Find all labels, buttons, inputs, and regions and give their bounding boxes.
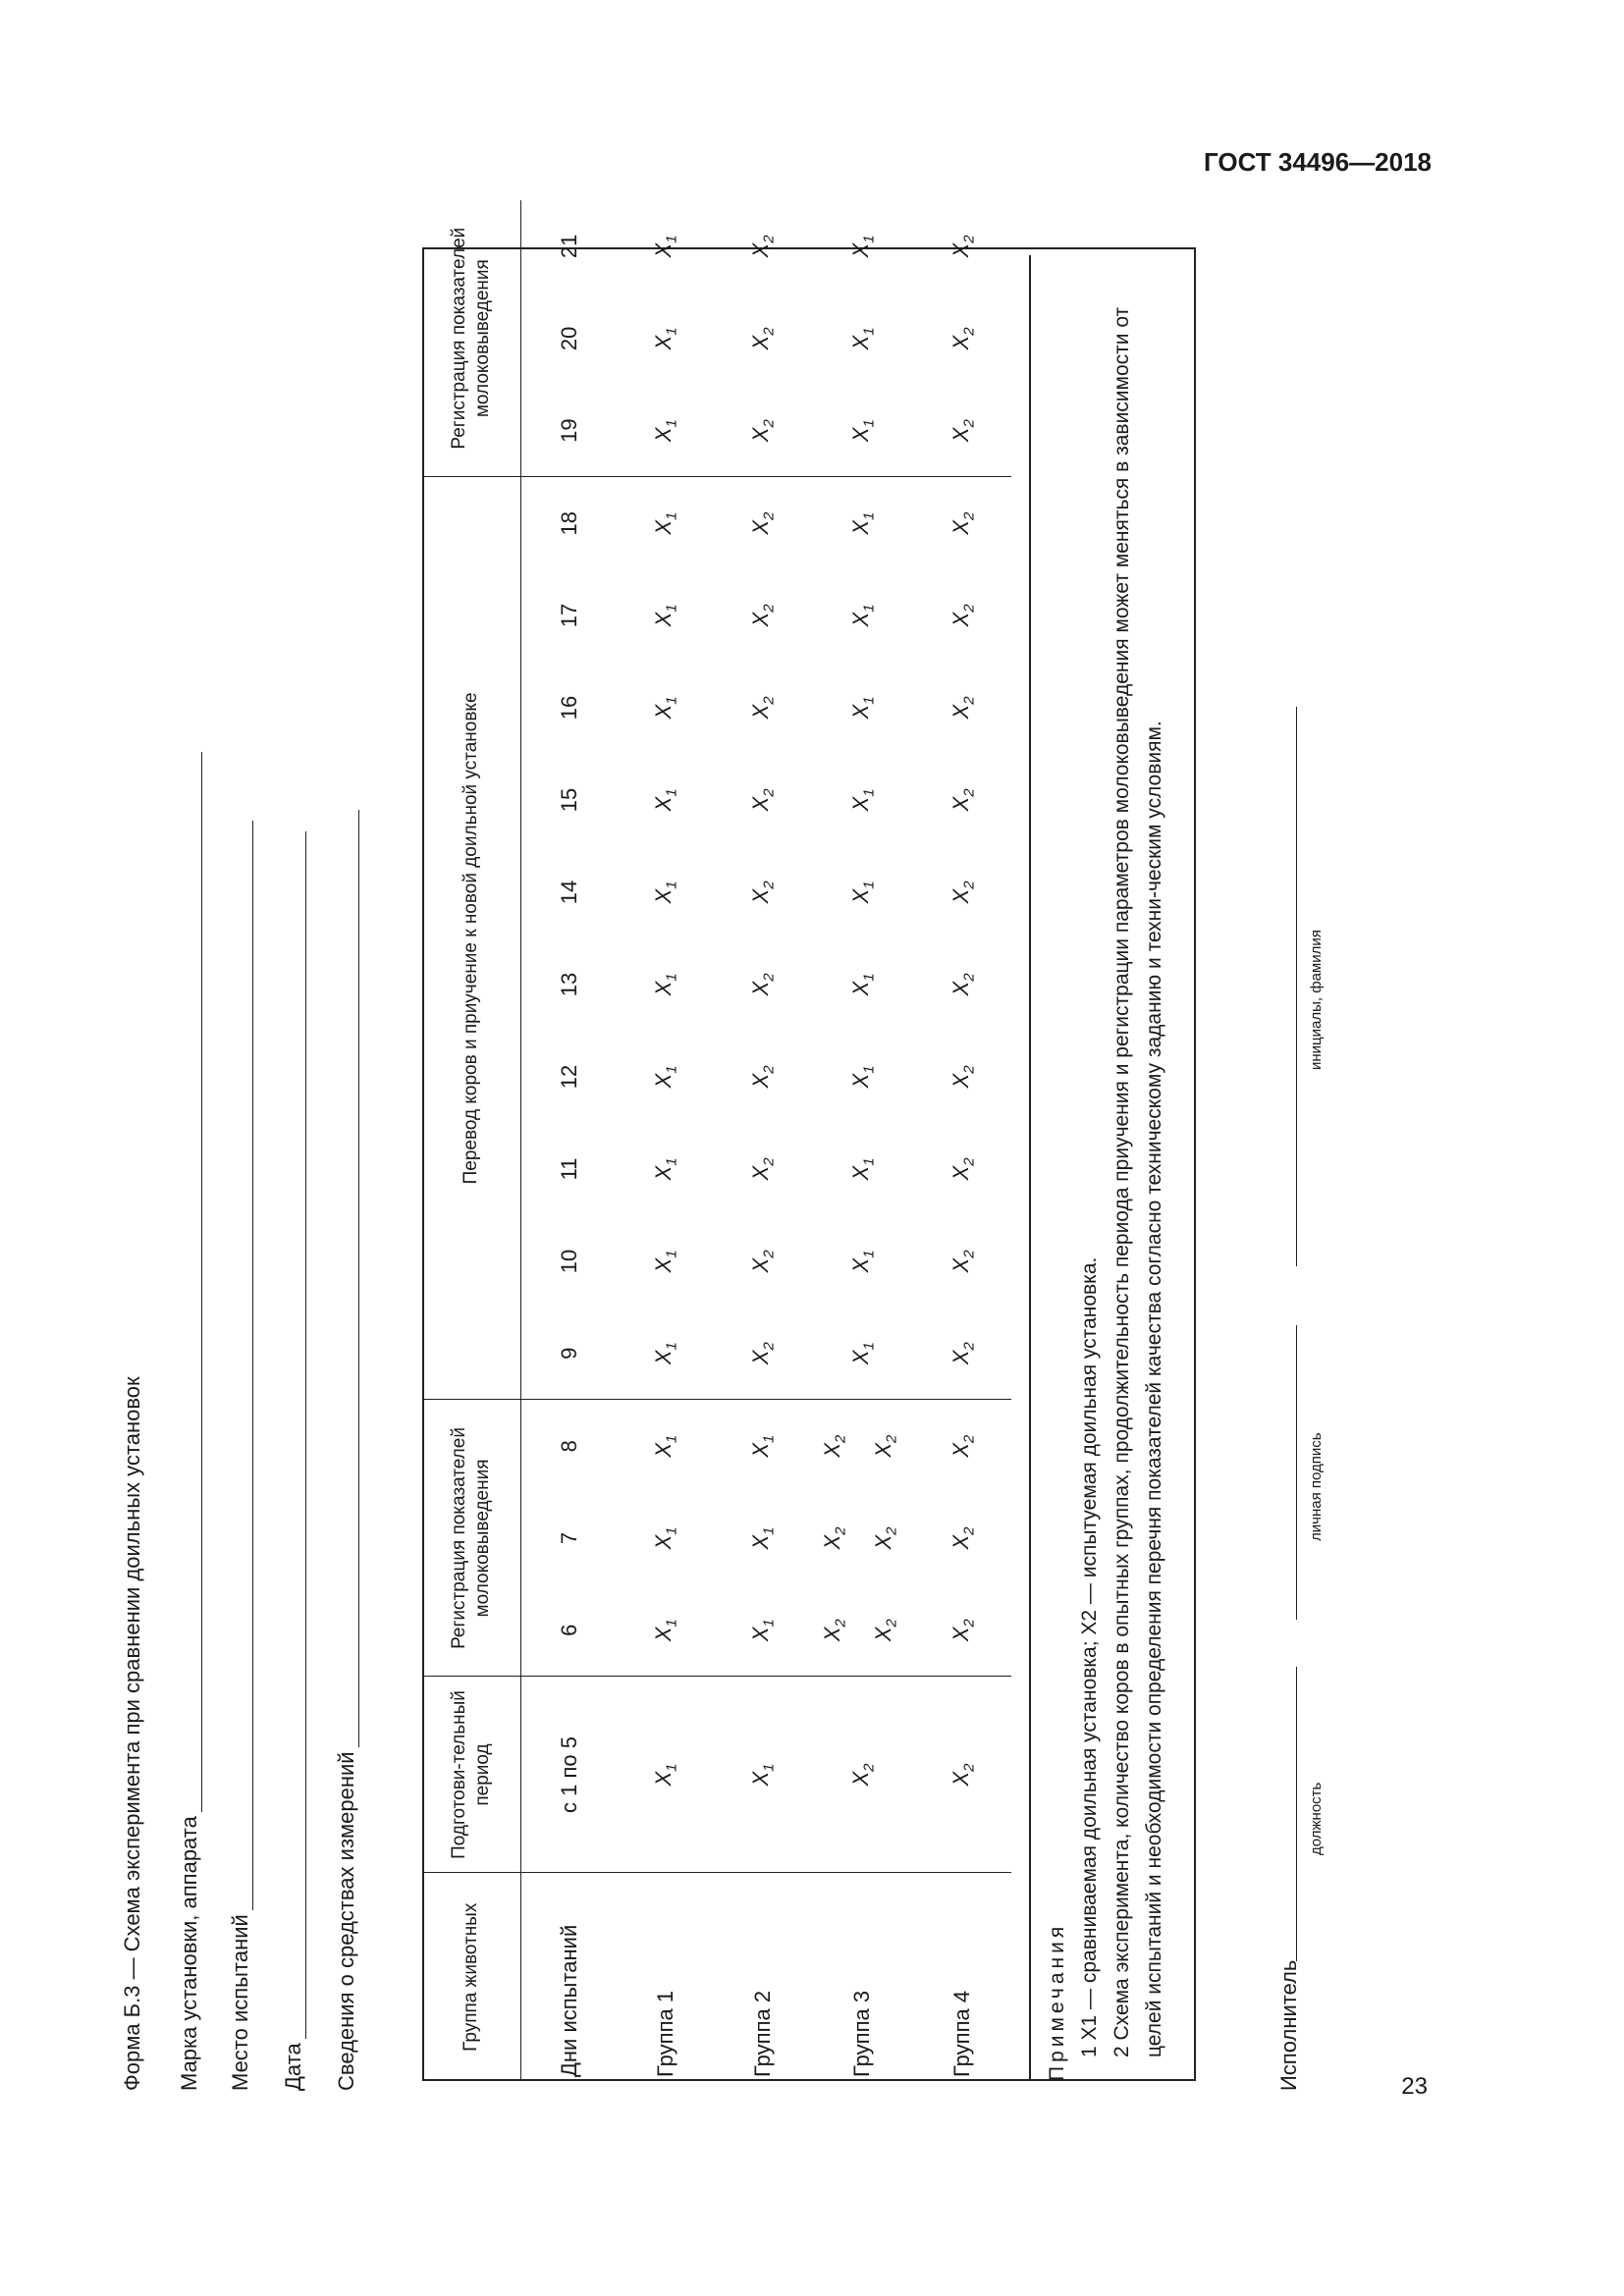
cell-x1: $X_1$ — [650, 1619, 680, 1642]
day-cell: 9 — [556, 1347, 581, 1360]
table-row — [714, 200, 811, 2081]
group-label: Группа 4 — [914, 1873, 1011, 2081]
signature-line-name — [1296, 707, 1297, 1266]
cell-x2: $X_2$ — [947, 327, 977, 350]
day-cell: 6 — [556, 1624, 581, 1636]
header-prep: Подготови-тельный период — [422, 1677, 521, 1873]
cell-x2: $X_2$ — [747, 235, 778, 258]
cell-x1: $X_1$ — [847, 696, 878, 720]
cell-x1: $X_1$ — [650, 788, 680, 812]
cell-x1: $X_1$ — [714, 1400, 811, 1492]
header-group: Группа животных — [422, 1873, 521, 2081]
day-cell: 18 — [521, 477, 618, 569]
table-row — [617, 200, 714, 2081]
cell-x2: $X_2$ — [914, 1677, 1011, 1873]
cell-x2-x2: $X_2$ $X_2$ — [811, 1400, 914, 1492]
header-registration-1: Регистрация показателей молоковыведения — [422, 1400, 521, 1677]
cell-x1: $X_1$ — [650, 1526, 680, 1550]
cell-x1: $X_1$ — [650, 419, 680, 443]
fill-line — [180, 752, 202, 1812]
cell-x1: $X_1$ — [847, 604, 878, 627]
field-place — [228, 821, 253, 2091]
cell-x1: $X_1$ — [847, 1157, 878, 1181]
cell-x2: $X_2$ — [811, 1677, 914, 1873]
field-brand — [177, 752, 202, 2091]
day-cell: 12 — [556, 1064, 581, 1090]
day-cell: 20 — [556, 326, 581, 351]
cell-x1: $X_1$ — [650, 696, 680, 720]
experiment-table — [422, 200, 1011, 2081]
cell-x1: $X_1$ — [650, 235, 680, 258]
cell-x1: $X_1$ — [847, 973, 878, 996]
cell-x2: $X_2$ — [947, 696, 977, 720]
cell-x1: $X_1$ — [650, 1157, 680, 1181]
cell-x1: $X_1$ — [650, 1342, 680, 1365]
field-instruments — [334, 810, 359, 2091]
cell-x2: $X_2$ — [747, 327, 778, 350]
note-1: 1 X1 — сравниваемая доильная установка; X2 — испытуемая доильная установка. — [1078, 1256, 1101, 2057]
cell-x2: $X_2$ — [747, 419, 778, 443]
cell-x1: $X_1$ — [617, 1400, 714, 1492]
cell-x1: $X_1$ — [617, 477, 714, 569]
cell-x1: $X_1$ — [811, 477, 914, 569]
caption-position: должность — [1308, 1782, 1325, 1855]
document-code: ГОСТ 34496—2018 — [1204, 147, 1432, 177]
cell-x2: $X_2$ — [747, 1342, 778, 1365]
day-cell: 11 — [556, 1157, 581, 1181]
page-number: 23 — [1401, 2073, 1428, 2100]
cell-x2: $X_2$ — [747, 1157, 778, 1181]
field-label: Дата — [281, 2043, 305, 2091]
group-label: Группа 2 — [714, 1873, 811, 2081]
cell-x2: $X_2$ — [947, 788, 977, 812]
cell-x2: $X_2$ — [914, 1400, 1011, 1492]
day-cell: 13 — [556, 972, 581, 997]
note-2: 2 Схема эксперимента, количество коров в опытных группах, продолжительность периода приучения и регистрации параметров молоковыведения может меняться в зависимости от целей испытаний и необходимости определения перечня показателей качества согласно техническому заданию и техни-ческим условиям. — [1110, 306, 1165, 2057]
day-cell: 21 — [556, 234, 581, 259]
signature-label: Исполнитель — [1276, 1959, 1301, 2091]
day-cell: 7 — [556, 1531, 581, 1545]
cell-x2: $X_2$ — [947, 1250, 977, 1273]
day-cell: 19 — [556, 418, 581, 443]
cell-x2: $X_2$ — [947, 1342, 977, 1365]
day-cell: 17 — [556, 603, 581, 628]
cell-x2: $X_2$ — [747, 1250, 778, 1273]
cell-x2: $X_2$ — [747, 788, 778, 812]
cell-x2: $X_2$ — [947, 1065, 977, 1089]
field-label: Место испытаний — [228, 1914, 252, 2091]
table-row — [811, 200, 914, 2081]
fill-line — [337, 810, 359, 1747]
header-registration-2: Регистрация показателей молоковыведения — [422, 200, 521, 477]
cell-x1: $X_1$ — [847, 1065, 878, 1089]
cell-x1: $X_1$ — [650, 1065, 680, 1089]
cell-x1: $X_1$ — [650, 1250, 680, 1273]
table-row — [914, 200, 1011, 2081]
cell-x2: $X_2$ — [747, 973, 778, 996]
form-title: Форма Б.3 — Схема эксперимента при сравнении доильных установок — [120, 1376, 144, 2091]
cell-x1: $X_1$ — [847, 1250, 878, 1273]
days-row — [521, 200, 618, 2081]
table-notes — [1029, 255, 1170, 2081]
day-cell: 15 — [556, 787, 581, 813]
cell-x2-x2: $X_2$ $X_2$ — [820, 1526, 900, 1550]
cell-x1: $X_1$ — [650, 604, 680, 627]
cell-x2: $X_2$ — [747, 604, 778, 627]
cell-x2: $X_2$ — [747, 696, 778, 720]
cell-x1: $X_1$ — [650, 881, 680, 904]
fill-line — [231, 821, 253, 1910]
cell-x1: $X_1$ — [747, 1619, 778, 1642]
cell-x1: $X_1$ — [714, 1677, 811, 1873]
cell-x2-x2: $X_2$ $X_2$ — [820, 1619, 900, 1642]
header-transfer: Перевод коров и приучение к новой доильной установке — [422, 477, 521, 1400]
group-label: Группа 1 — [617, 1873, 714, 2081]
caption-name: инициалы, фамилия — [1308, 930, 1325, 1070]
cell-x2: $X_2$ — [947, 235, 977, 258]
day-cell: 8 — [521, 1400, 618, 1492]
cell-x1: $X_1$ — [847, 881, 878, 904]
signature-line-sign — [1296, 1325, 1297, 1620]
cell-x1: $X_1$ — [847, 1342, 878, 1365]
rotated-form — [108, 128, 1424, 2091]
group-label: Группа 3 — [811, 1873, 914, 2081]
cell-x2: $X_2$ — [947, 973, 977, 996]
day-cell: 14 — [556, 880, 581, 905]
cell-x2: $X_2$ — [947, 1157, 977, 1181]
signature-line-position — [1296, 1667, 1297, 1961]
cell-x1: $X_1$ — [617, 1677, 714, 1873]
cell-x2: $X_2$ — [947, 419, 977, 443]
day-cell: 16 — [556, 695, 581, 721]
caption-signature: личная подпись — [1308, 1432, 1325, 1541]
cell-x1: $X_1$ — [747, 1526, 778, 1550]
cell-x2: $X_2$ — [747, 1065, 778, 1089]
cell-x1: $X_1$ — [650, 327, 680, 350]
cell-x1: $X_1$ — [847, 419, 878, 443]
field-date — [281, 831, 306, 2091]
cell-x2: $X_2$ — [947, 1619, 977, 1642]
cell-x1: $X_1$ — [847, 235, 878, 258]
cell-x2: $X_2$ — [914, 477, 1011, 569]
cell-x1: $X_1$ — [847, 788, 878, 812]
cell-x2: $X_2$ — [947, 881, 977, 904]
table-header-row — [422, 200, 521, 2081]
cell-x2: $X_2$ — [947, 1526, 977, 1550]
fill-line — [284, 831, 306, 2039]
cell-x1: $X_1$ — [650, 973, 680, 996]
field-label: Сведения о средствах измерений — [334, 1751, 358, 2091]
cell-x2: $X_2$ — [947, 604, 977, 627]
day-cell: 10 — [556, 1249, 581, 1274]
field-label: Марка установки, аппарата — [177, 1816, 201, 2091]
prep-days: с 1 по 5 — [521, 1677, 618, 1873]
cell-x2: $X_2$ — [714, 477, 811, 569]
cell-x1: $X_1$ — [847, 327, 878, 350]
days-label: Дни испытаний — [521, 1873, 618, 2081]
cell-x2: $X_2$ — [747, 881, 778, 904]
notes-heading: Примечания — [1046, 1922, 1068, 2081]
